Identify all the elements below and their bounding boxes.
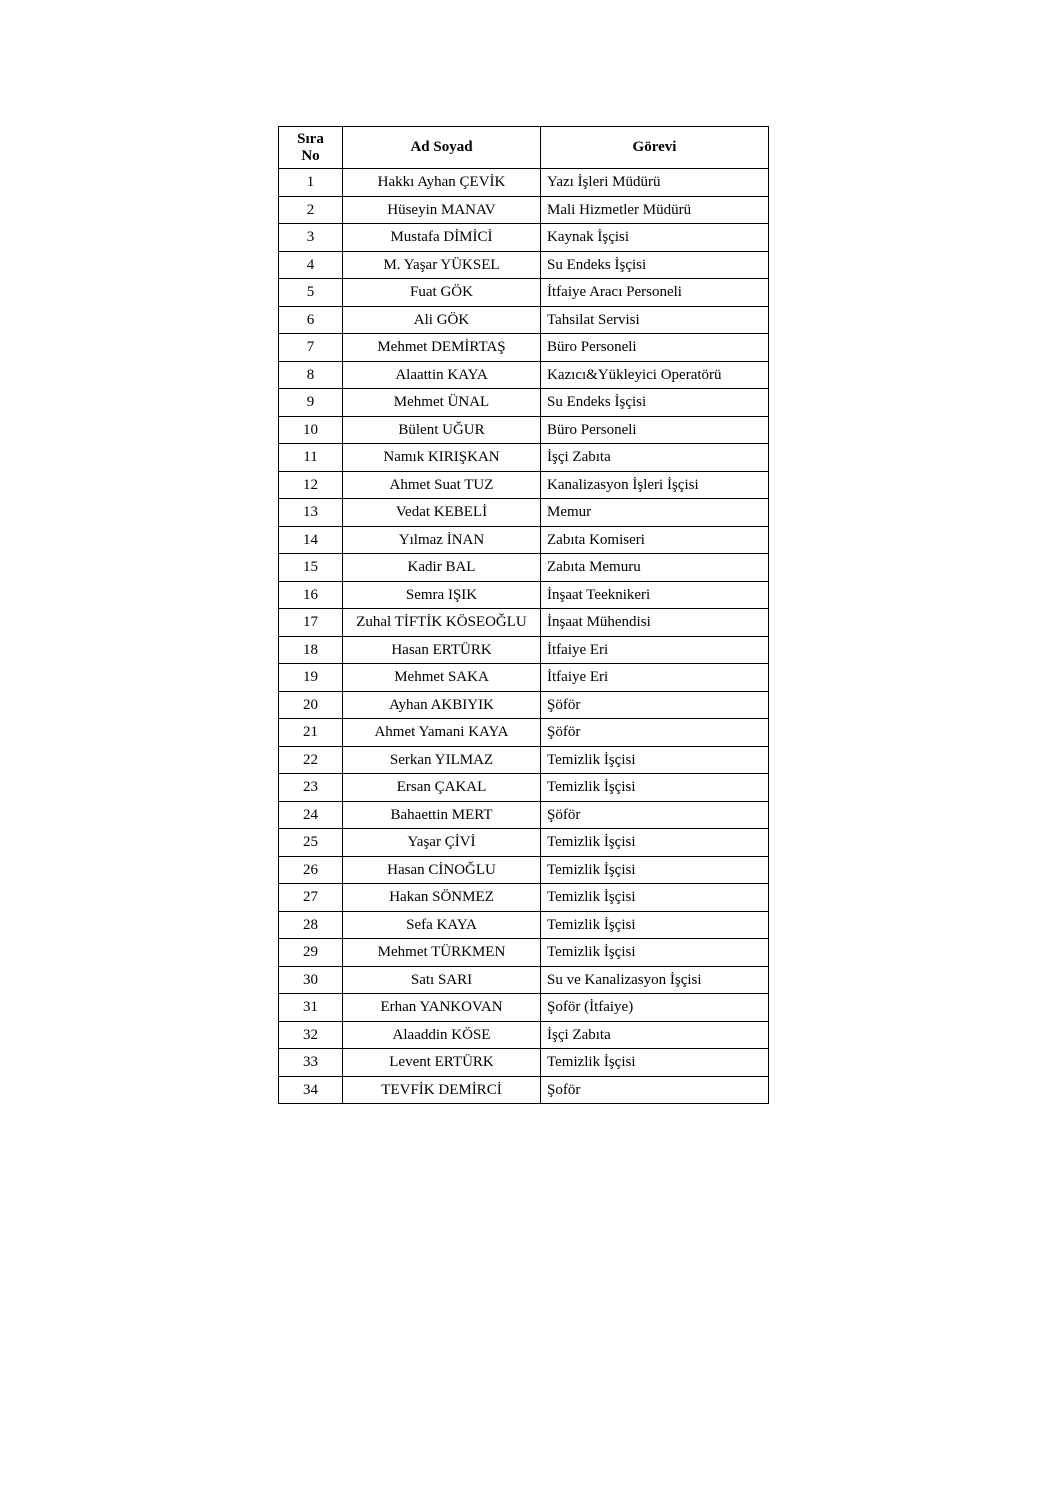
row-name: Mehmet ÜNAL <box>343 389 541 417</box>
row-role: Şöför <box>541 719 769 747</box>
row-role: İtfaiye Eri <box>541 664 769 692</box>
row-name: Ahmet Suat TUZ <box>343 471 541 499</box>
row-name: Ali GÖK <box>343 306 541 334</box>
row-role: Zabıta Komiseri <box>541 526 769 554</box>
row-number: 5 <box>279 279 343 307</box>
table-row <box>279 939 769 967</box>
row-number: 21 <box>279 719 343 747</box>
row-role: İtfaiye Eri <box>541 636 769 664</box>
row-name: Fuat GÖK <box>343 279 541 307</box>
table-row <box>279 774 769 802</box>
row-number: 22 <box>279 746 343 774</box>
row-number: 31 <box>279 994 343 1022</box>
table-row <box>279 1076 769 1104</box>
row-name: Mustafa DİMİCİ <box>343 224 541 252</box>
row-role: İtfaiye Aracı Personeli <box>541 279 769 307</box>
row-name: Yılmaz İNAN <box>343 526 541 554</box>
row-name: Hasan CİNOĞLU <box>343 856 541 884</box>
row-number: 6 <box>279 306 343 334</box>
row-role: Tahsilat Servisi <box>541 306 769 334</box>
row-number: 33 <box>279 1049 343 1077</box>
table-row <box>279 361 769 389</box>
table-row <box>279 856 769 884</box>
table-row <box>279 609 769 637</box>
header-gorevi: Görevi <box>541 127 769 169</box>
row-name: Satı SARI <box>343 966 541 994</box>
row-role: Su ve Kanalizasyon İşçisi <box>541 966 769 994</box>
header-sira-line2: No <box>301 147 320 164</box>
row-number: 29 <box>279 939 343 967</box>
row-role: Şöför <box>541 801 769 829</box>
table-row <box>279 416 769 444</box>
row-name: Sefa KAYA <box>343 911 541 939</box>
row-name: TEVFİK DEMİRCİ <box>343 1076 541 1104</box>
row-role: İşçi Zabıta <box>541 444 769 472</box>
row-name: Yaşar ÇİVİ <box>343 829 541 857</box>
personnel-table <box>278 126 769 1104</box>
row-number: 10 <box>279 416 343 444</box>
header-sira-line1: Sıra <box>297 130 324 147</box>
row-number: 8 <box>279 361 343 389</box>
row-role: Kanalizasyon İşleri İşçisi <box>541 471 769 499</box>
table-row <box>279 691 769 719</box>
row-number: 13 <box>279 499 343 527</box>
table-row <box>279 306 769 334</box>
table-row <box>279 471 769 499</box>
row-number: 11 <box>279 444 343 472</box>
row-number: 7 <box>279 334 343 362</box>
row-role: Büro Personeli <box>541 416 769 444</box>
row-number: 9 <box>279 389 343 417</box>
table-row <box>279 801 769 829</box>
row-name: Mehmet SAKA <box>343 664 541 692</box>
row-number: 4 <box>279 251 343 279</box>
row-role: Şöför <box>541 691 769 719</box>
row-number: 2 <box>279 196 343 224</box>
header-ad-soyad: Ad Soyad <box>343 127 541 169</box>
row-role: Su Endeks İşçisi <box>541 389 769 417</box>
row-number: 1 <box>279 169 343 197</box>
row-role: Temizlik İşçisi <box>541 746 769 774</box>
table-row <box>279 196 769 224</box>
table-row <box>279 251 769 279</box>
table-row <box>279 581 769 609</box>
row-role: Memur <box>541 499 769 527</box>
row-name: Erhan YANKOVAN <box>343 994 541 1022</box>
table-row <box>279 966 769 994</box>
table-row <box>279 444 769 472</box>
row-name: Mehmet DEMİRTAŞ <box>343 334 541 362</box>
row-number: 17 <box>279 609 343 637</box>
row-role: Şoför (İtfaiye) <box>541 994 769 1022</box>
table-row <box>279 499 769 527</box>
row-name: Ayhan AKBIYIK <box>343 691 541 719</box>
table-row <box>279 719 769 747</box>
table-row <box>279 911 769 939</box>
row-role: İnşaat Mühendisi <box>541 609 769 637</box>
row-role: Temizlik İşçisi <box>541 884 769 912</box>
row-name: Mehmet TÜRKMEN <box>343 939 541 967</box>
row-name: Bahaettin MERT <box>343 801 541 829</box>
row-name: Hakkı Ayhan ÇEVİK <box>343 169 541 197</box>
row-role: İnşaat Teeknikeri <box>541 581 769 609</box>
table-row <box>279 526 769 554</box>
row-role: Mali Hizmetler Müdürü <box>541 196 769 224</box>
table-row <box>279 884 769 912</box>
table-row <box>279 554 769 582</box>
row-number: 26 <box>279 856 343 884</box>
header-sira-no <box>279 127 343 169</box>
row-number: 23 <box>279 774 343 802</box>
row-role: Su Endeks İşçisi <box>541 251 769 279</box>
row-name: Hakan SÖNMEZ <box>343 884 541 912</box>
table-row <box>279 1049 769 1077</box>
row-name: Kadir BAL <box>343 554 541 582</box>
table-row <box>279 636 769 664</box>
row-number: 18 <box>279 636 343 664</box>
table-row <box>279 664 769 692</box>
row-role: Şoför <box>541 1076 769 1104</box>
row-number: 12 <box>279 471 343 499</box>
row-number: 20 <box>279 691 343 719</box>
row-name: Semra IŞIK <box>343 581 541 609</box>
table-body <box>279 169 769 1104</box>
row-name: Levent ERTÜRK <box>343 1049 541 1077</box>
table-row <box>279 224 769 252</box>
row-number: 25 <box>279 829 343 857</box>
table-header-row <box>279 127 769 169</box>
row-role: Temizlik İşçisi <box>541 1049 769 1077</box>
table-row <box>279 169 769 197</box>
row-name: Ersan ÇAKAL <box>343 774 541 802</box>
row-number: 24 <box>279 801 343 829</box>
table-row <box>279 746 769 774</box>
table-row <box>279 994 769 1022</box>
row-number: 14 <box>279 526 343 554</box>
row-number: 19 <box>279 664 343 692</box>
row-role: Temizlik İşçisi <box>541 774 769 802</box>
row-number: 30 <box>279 966 343 994</box>
row-name: Serkan YILMAZ <box>343 746 541 774</box>
row-role: Zabıta Memuru <box>541 554 769 582</box>
row-name: Hasan ERTÜRK <box>343 636 541 664</box>
row-number: 15 <box>279 554 343 582</box>
row-name: Ahmet Yamani KAYA <box>343 719 541 747</box>
row-name: M. Yaşar YÜKSEL <box>343 251 541 279</box>
row-role: Temizlik İşçisi <box>541 829 769 857</box>
row-number: 27 <box>279 884 343 912</box>
table-row <box>279 829 769 857</box>
row-role: Kazıcı&Yükleyici Operatörü <box>541 361 769 389</box>
row-name: Hüseyin MANAV <box>343 196 541 224</box>
row-number: 16 <box>279 581 343 609</box>
row-number: 3 <box>279 224 343 252</box>
table-row <box>279 389 769 417</box>
row-name: Vedat KEBELİ <box>343 499 541 527</box>
row-name: Alaaddin KÖSE <box>343 1021 541 1049</box>
table-row <box>279 279 769 307</box>
row-name: Bülent UĞUR <box>343 416 541 444</box>
row-role: Büro Personeli <box>541 334 769 362</box>
row-number: 34 <box>279 1076 343 1104</box>
row-number: 28 <box>279 911 343 939</box>
row-role: İşçi Zabıta <box>541 1021 769 1049</box>
table-row <box>279 334 769 362</box>
row-role: Kaynak İşçisi <box>541 224 769 252</box>
row-role: Temizlik İşçisi <box>541 911 769 939</box>
row-name: Zuhal TİFTİK KÖSEOĞLU <box>343 609 541 637</box>
table-row <box>279 1021 769 1049</box>
row-name: Namık KIRIŞKAN <box>343 444 541 472</box>
row-role: Temizlik İşçisi <box>541 856 769 884</box>
row-number: 32 <box>279 1021 343 1049</box>
row-role: Yazı İşleri Müdürü <box>541 169 769 197</box>
row-name: Alaattin KAYA <box>343 361 541 389</box>
row-role: Temizlik İşçisi <box>541 939 769 967</box>
